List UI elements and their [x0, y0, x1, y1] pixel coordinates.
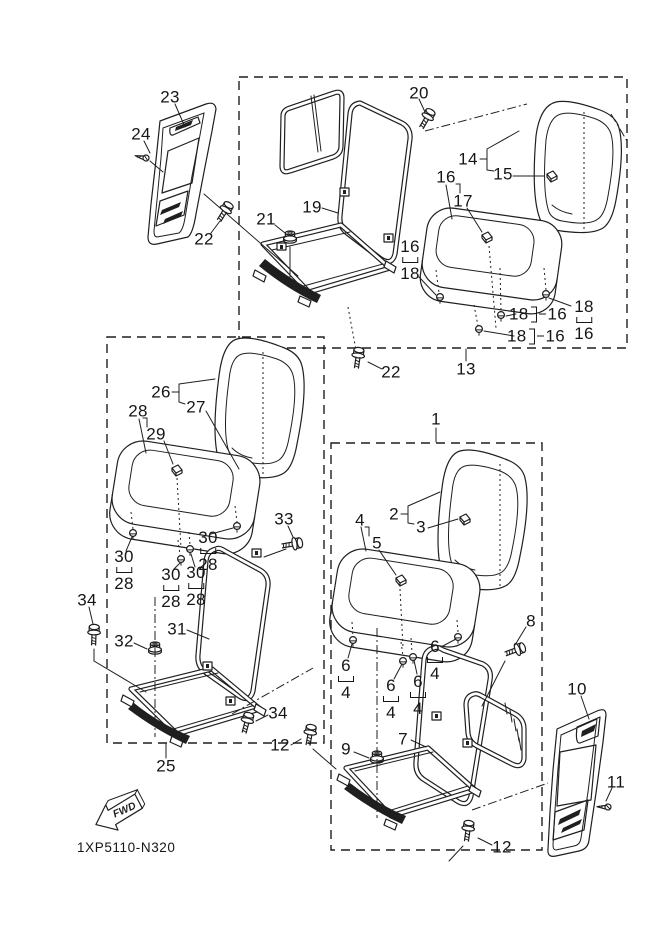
callout-label: 4	[386, 703, 396, 722]
callout-label: 6	[341, 656, 351, 675]
callout-label: 32	[114, 631, 134, 651]
bolt-20	[416, 107, 437, 131]
side-panel-23	[148, 103, 216, 244]
callout-label: 10	[567, 679, 587, 699]
fwd-arrow-icon	[89, 788, 150, 838]
callout-label: 21	[256, 209, 276, 229]
callout-label: 16	[574, 324, 594, 343]
callout-label: 19	[302, 197, 322, 217]
callout-label: 24	[131, 124, 151, 144]
callout-label: 28	[114, 574, 134, 593]
bolt-34-left	[87, 624, 100, 645]
callout-label: 33	[274, 509, 294, 529]
callout-label: 5	[372, 533, 382, 553]
callout-label: 28	[198, 555, 218, 574]
clip-18-d	[543, 291, 550, 301]
callout-label: 15	[493, 164, 513, 184]
clip-6-a	[350, 637, 357, 647]
callout-label: 17	[453, 191, 473, 211]
callout-label: 4	[341, 683, 351, 702]
seat-frame-19	[253, 92, 410, 307]
callout-label: 29	[146, 424, 166, 444]
bolt-12-bottom	[460, 820, 475, 842]
callout-label: 30	[186, 563, 206, 582]
callout-label: 16	[547, 304, 568, 324]
callout-label: 16	[545, 326, 566, 346]
callout-label: 27	[186, 397, 206, 417]
callout-label: 4	[413, 699, 423, 718]
callout-label: 6	[413, 672, 423, 691]
callout-label: 11	[606, 772, 626, 792]
callout-label: 18	[506, 326, 527, 346]
screw-24	[135, 151, 150, 161]
seat-back-14	[534, 101, 621, 232]
callout-label: 3	[416, 517, 426, 537]
callout-label: 1	[431, 409, 441, 429]
callout-label: 18	[574, 297, 594, 316]
callout-label: 28	[186, 590, 206, 609]
callout-label: 16	[436, 167, 456, 187]
callout-label: 12	[270, 735, 290, 755]
part-code: 1XP5110-N320	[77, 840, 176, 855]
callout-label: 4	[355, 510, 365, 530]
callout-label: 26	[151, 382, 171, 402]
callout-label: 7	[398, 729, 408, 749]
seat-frame-7	[337, 647, 524, 830]
callout-label: 23	[160, 87, 180, 107]
callout-label: 30	[198, 528, 218, 547]
callout-label: 34	[268, 703, 288, 723]
clip-18-c	[476, 326, 483, 336]
clip-30-c	[187, 546, 194, 556]
clip-6-c	[410, 654, 417, 664]
callout-label: 16	[400, 237, 420, 256]
callout-label: 12	[492, 837, 512, 857]
clip-18-b	[498, 312, 505, 322]
callout-label: 22	[381, 362, 401, 382]
bolt-22-lower	[350, 347, 365, 369]
fwd-label: FWD	[111, 799, 138, 821]
callout-label: 6	[430, 637, 440, 656]
clip-30-a	[130, 530, 137, 540]
callout-label: 18	[400, 264, 420, 283]
callout-label: 13	[456, 359, 476, 379]
callout-label: 14	[458, 149, 478, 169]
callout-label: 9	[341, 739, 351, 759]
screw-11	[597, 802, 612, 810]
callout-label: 4	[430, 664, 440, 683]
callout-label: 2	[389, 504, 399, 524]
callout-label: 25	[156, 756, 176, 776]
side-panel-10	[548, 710, 606, 857]
callout-label: 20	[409, 83, 429, 103]
callout-label: 34	[77, 590, 97, 610]
callout-label: 30	[114, 547, 134, 566]
callout-label: 31	[167, 619, 187, 639]
callout-label: 18	[508, 304, 529, 324]
callout-label: 22	[194, 229, 214, 249]
nut-21	[284, 231, 297, 243]
callout-label: 30	[161, 565, 181, 584]
callout-label: 6	[386, 676, 396, 695]
callout-label: 28	[128, 401, 148, 421]
callout-label: 28	[161, 592, 181, 611]
callout-label: 8	[526, 611, 536, 631]
